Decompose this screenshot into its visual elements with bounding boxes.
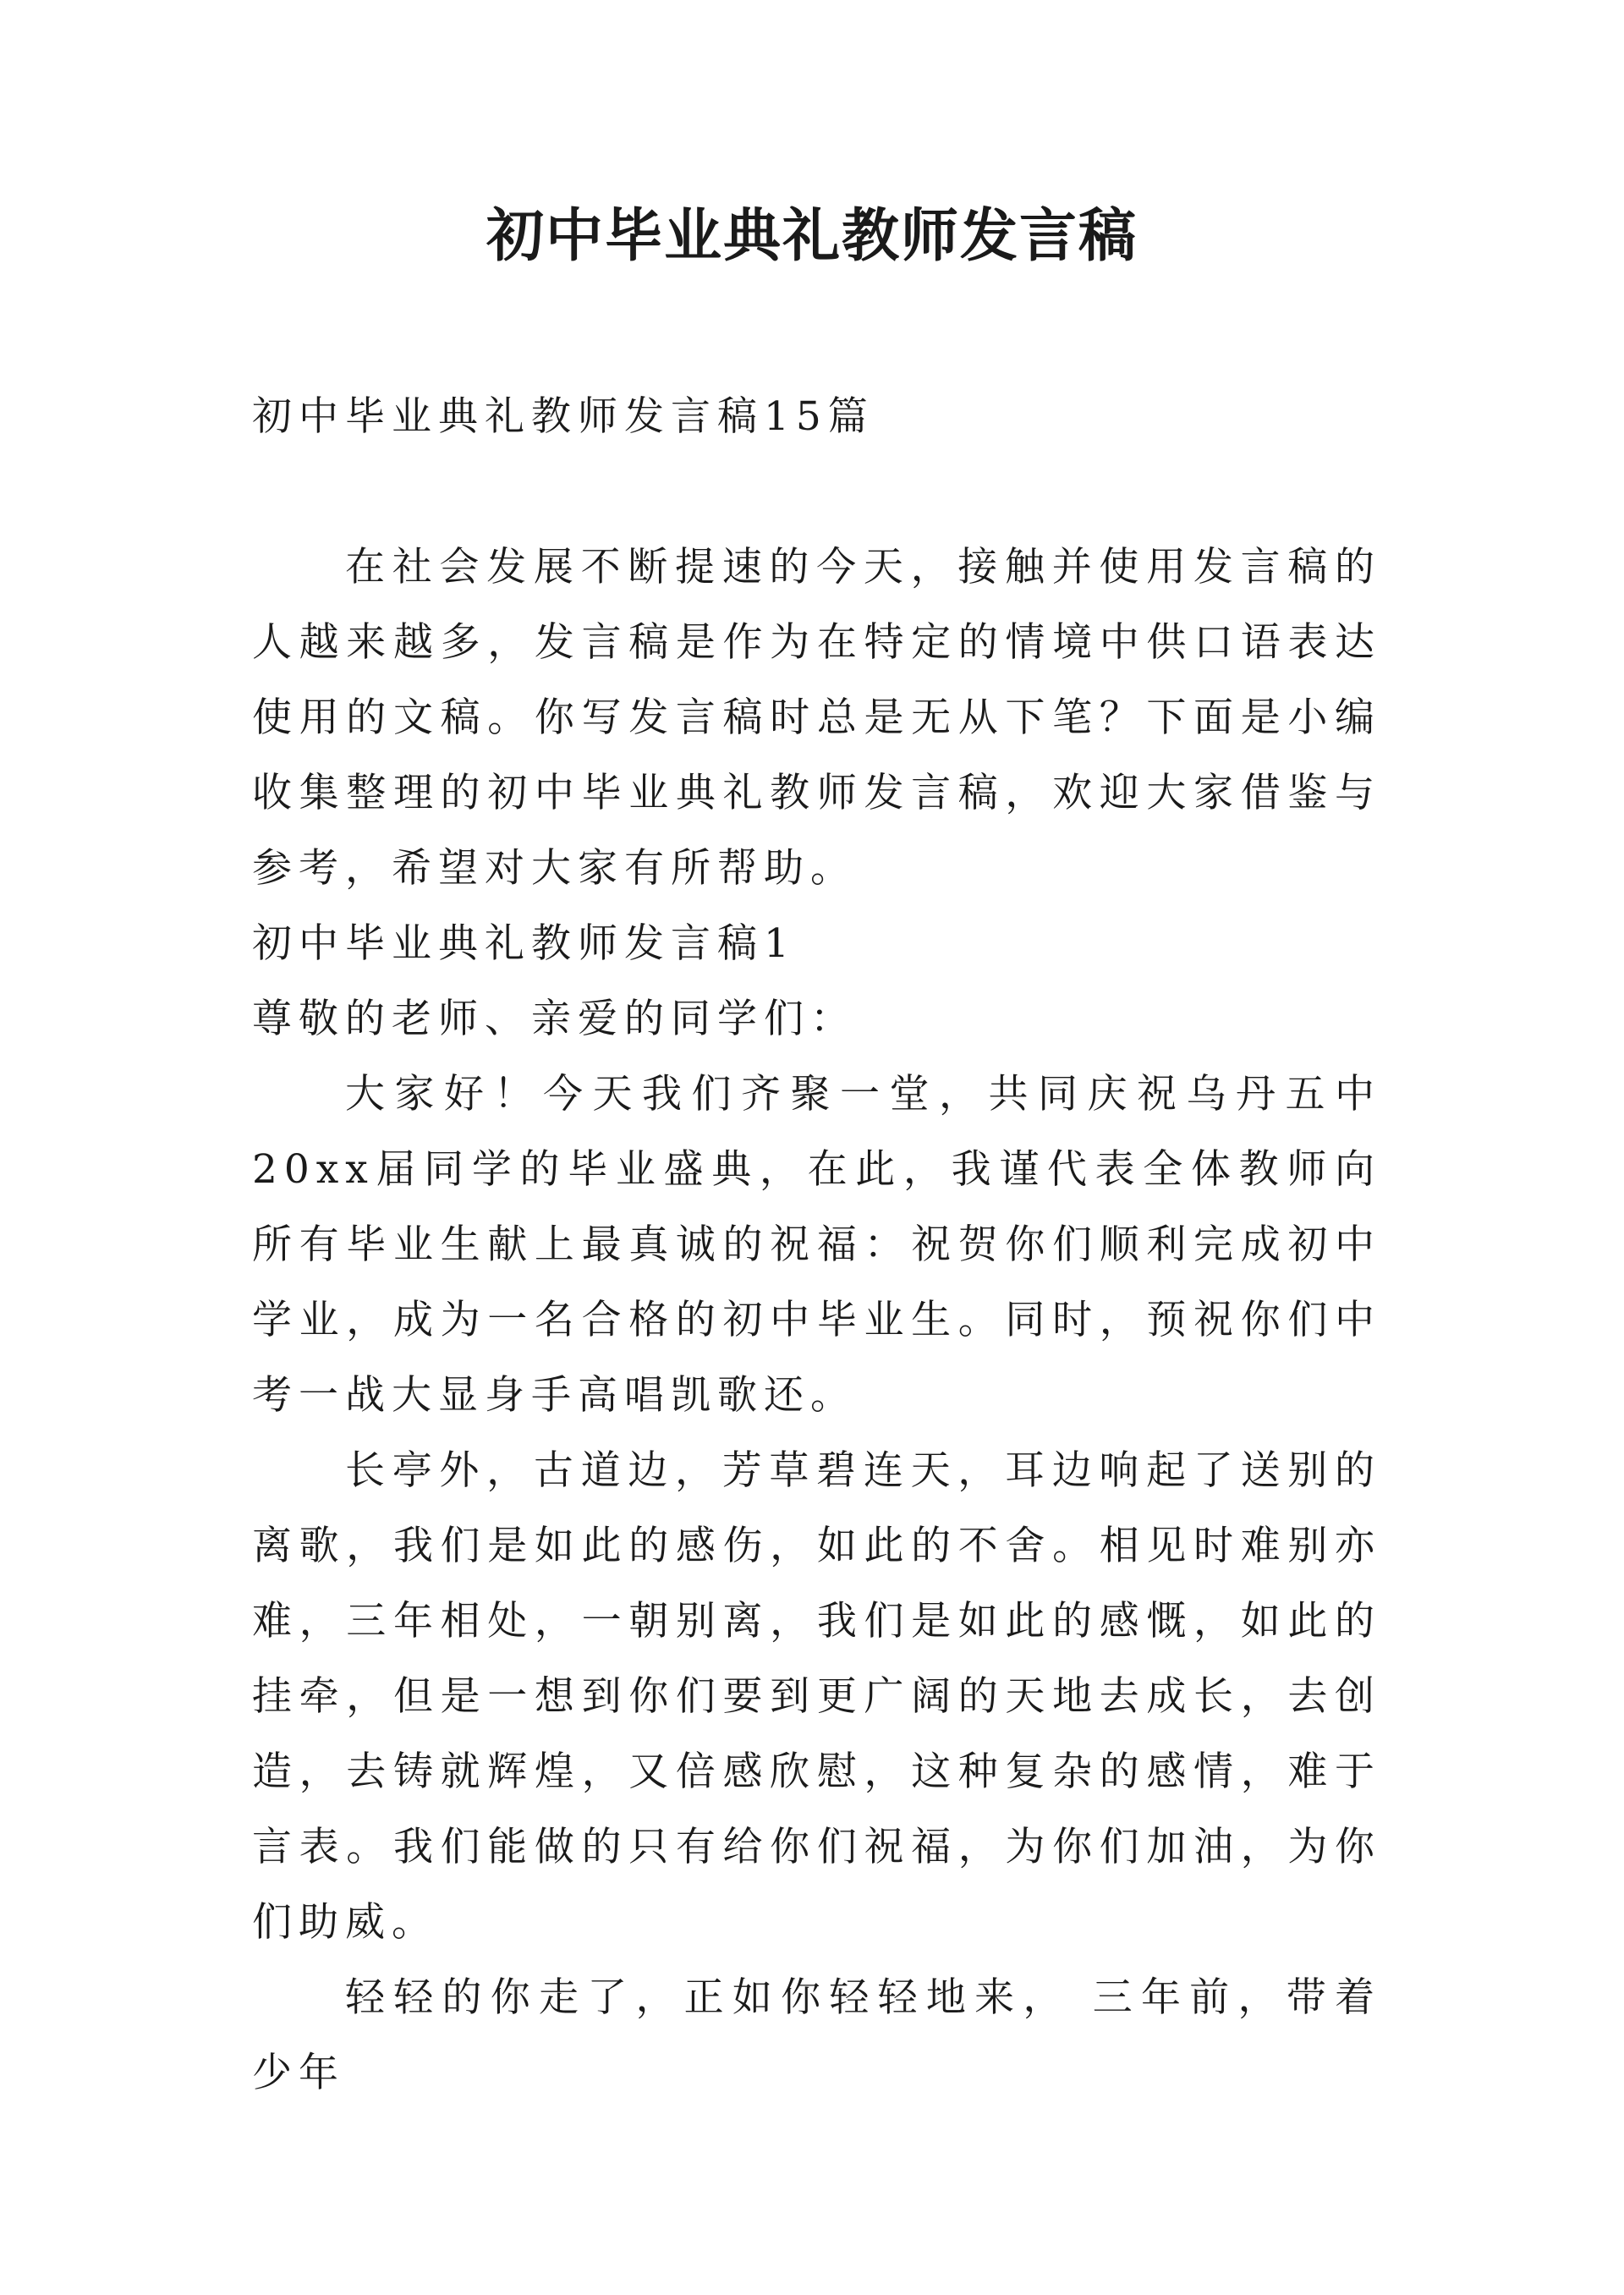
salutation: 尊敬的老师、亲爱的同学们： [252,996,857,1042]
body-paragraph-1: 大家好！今天我们齐聚一堂，共同庆祝乌丹五中20xx届同学的毕业盛典，在此，我谨代表全体教师向所有毕业生献上最真诚的祝福：祝贺你们顺利完成初中学业，成为一名合格的初中毕业生。同时，预祝你们中考一战大显身手高唱凯歌还。 [252,1071,1381,1419]
document-body [252,379,1381,2111]
section-heading: 初中毕业典礼教师发言稿1 [252,920,796,967]
document-subtitle: 初中毕业典礼教师发言稿15篇 [252,393,875,440]
body-paragraph-2: 长亭外，古道边，芳草碧连天，耳边响起了送别的离歌，我们是如此的感伤，如此的不舍。相见时难别亦难，三年相处，一朝别离，我们是如此的感慨，如此的挂牵，但是一想到你们要到更广阔的天地去成长，去创造，去铸就辉煌，又倍感欣慰，这种复杂的感情，难于言表。我们能做的只有给你们祝福，为你们加油，为你们助威。 [252,1447,1381,1946]
document-title: 初中毕业典礼教师发言稿 [486,203,1138,270]
intro-paragraph: 在社会发展不断提速的今天，接触并使用发言稿的人越来越多，发言稿是作为在特定的情境中供口语表达使用的文稿。你写发言稿时总是无从下笔？下面是小编收集整理的初中毕业典礼教师发言稿，欢迎大家借鉴与参考，希望对大家有所帮助。 [252,544,1381,892]
body-paragraph-3: 轻轻的你走了，正如你轻轻地来， 三年前，带着少年 [252,1974,1381,2096]
